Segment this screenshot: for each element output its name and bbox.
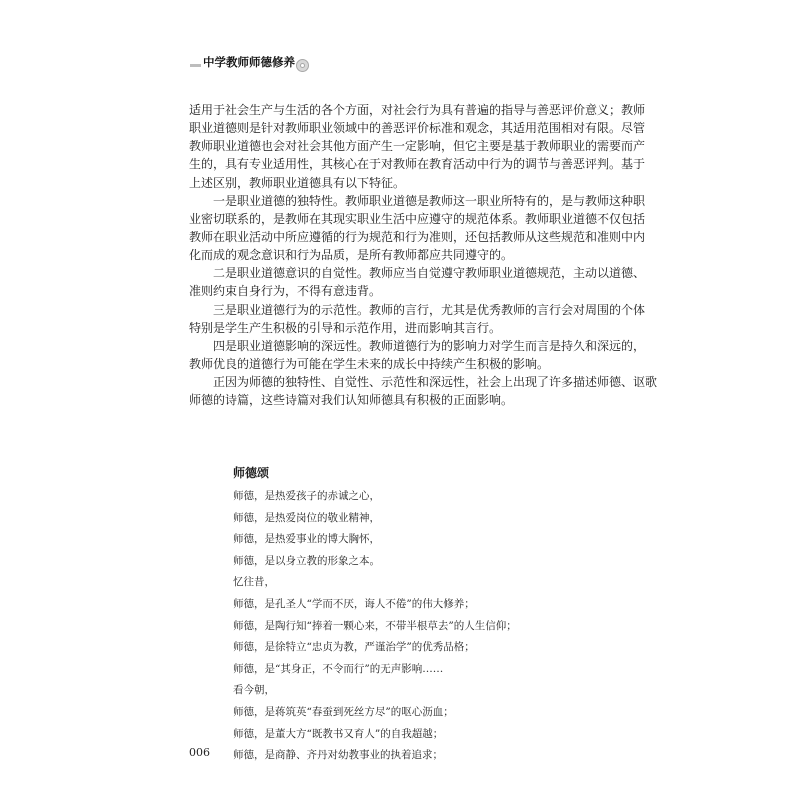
poem-block [233,462,533,767]
text-line: 教师职业道德也会对社会其他方面产生一定影响，但它主要是基于教师职业的需要而产 [189,139,646,154]
text-line: 三是职业道德行为的示范性。教师的言行，尤其是优秀教师的言行会对周围的个体 [213,302,646,317]
circle-ornament-icon [296,59,309,72]
poem-line: 师德，是热爱事业的博大胸怀， [233,533,380,546]
poem-line: 忆往昔， [233,576,275,589]
poem-line: 看今朝， [233,684,275,697]
poem-line: 师德，是徐特立“忠贞为教，严谨治学”的优秀品格； [233,641,475,654]
text-line: 化而成的观念意识和行为品质，是所有教师都应共同遵守的。 [189,248,514,263]
body-text [189,101,658,409]
poem-line: 师德，是蒋筑英“春蚕到死丝方尽”的呕心沥血； [233,705,454,718]
text-line: 教师优良的道德行为可能在学生未来的成长中持续产生积极的影响。 [189,356,550,371]
poem-line: 师德，是热爱岗位的敬业精神， [233,511,380,524]
text-line: 职业道德则是针对教师职业领域中的善恶评价标准和观念，其适用范围相对有限。尽管 [189,121,646,136]
poem-line: 师德，是孔圣人“学而不厌，诲人不倦”的伟大修养； [233,597,475,610]
book-title: 中学教师师德修养 [203,55,295,69]
poem-line: 师德，是“其身正，不令而行”的无声影响…… [233,662,444,675]
running-header [190,52,320,76]
poem-line: 师德，是陶行知“捧着一颗心来，不带半根草去”的人生信仰； [233,619,517,632]
text-line: 正因为师德的独特性、自觉性、示范性和深远性，社会上出现了许多描述师德、讴歌 [213,375,658,390]
text-line: 上述区别，教师职业道德具有以下特征。 [189,175,406,190]
poem-line: 师德，是以身立教的形象之本。 [233,554,380,567]
text-line: 特别是学生产生积极的引导和示范作用，进而影响其言行。 [189,320,502,335]
text-line: 准则约束自身行为，不得有意违背。 [189,284,382,299]
poem-line: 师德，是董大方“既教书又育人”的自我超越； [233,727,444,740]
text-line: 生的，具有专业适用性，其核心在于对教师在教育活动中行为的调节与善恶评判。基于 [189,157,646,172]
text-line: 适用于社会生产与生活的各个方面，对社会行为具有普遍的指导与善恶评价意义；教师 [189,103,646,117]
page-number: 006 [189,746,210,759]
text-line: 二是职业道德意识的自觉性。教师应当自觉遵守教师职业道德规范，主动以道德、 [213,266,646,281]
text-line: 一是职业道德的独特性。教师职业道德是教师这一职业所特有的，是与教师这种职 [213,193,646,208]
poem-title: 师德颂 [233,466,270,480]
poem-line: 师德，是商静、齐丹对幼教事业的执着追求； [233,749,443,762]
text-line: 业密切联系的，是教师在其现实职业生活中应遵守的规范体系。教师职业道德不仅包括 [189,211,646,226]
poem-line: 师德，是热爱孩子的赤诚之心， [233,490,380,502]
text-line: 四是职业道德影响的深远性。教师道德行为的影响力对学生而言是持久和深远的， [213,338,646,353]
text-line: 师德的诗篇，这些诗篇对我们认知师德具有积极的正面影响。 [189,393,514,408]
text-line: 教师在职业活动中所应遵循的行为规范和行为准则，还包括教师从这些规范和准则中内 [189,229,646,244]
